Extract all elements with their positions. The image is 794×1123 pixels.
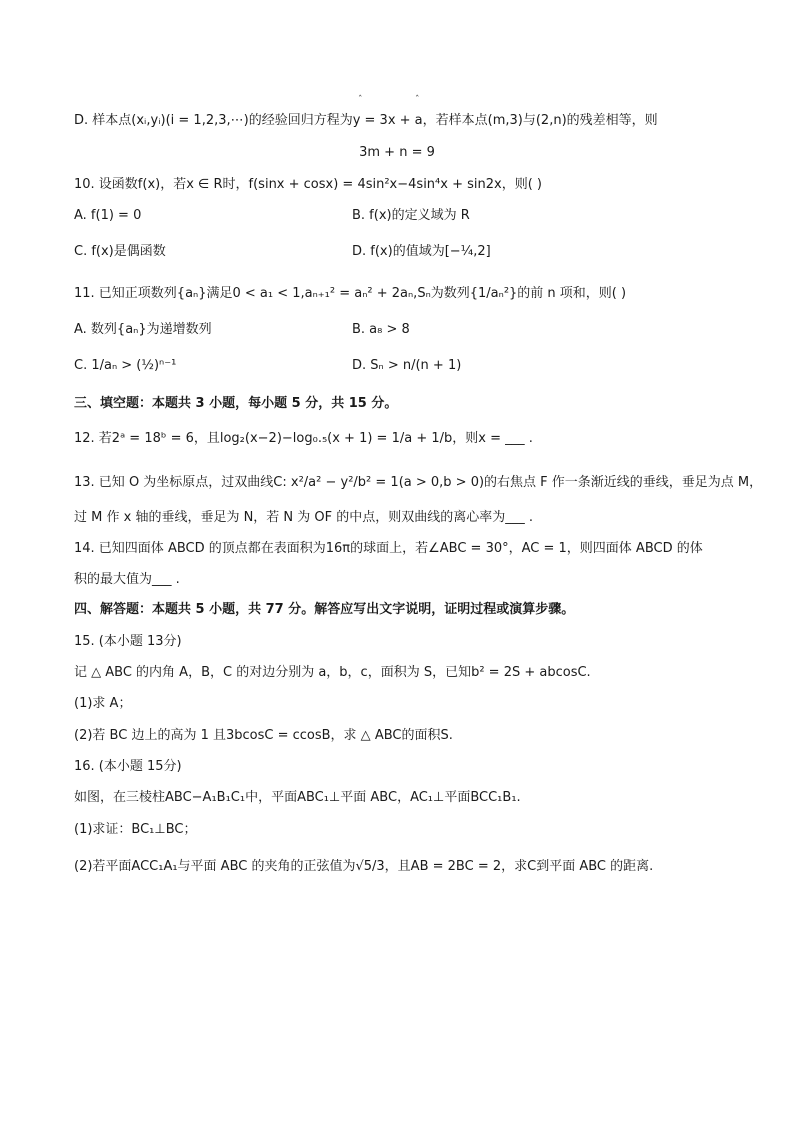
q15-stem: 记 △ ABC 的内角 A，B，C 的对边分别为 a，b，c，面积为 S，已知b² = 2S + abcosC. (74, 665, 591, 680)
q9-option-d-formula: 3m + n = 9 (359, 145, 435, 160)
q11-option-d: D. Sₙ > n/(n + 1) (352, 358, 462, 373)
q10-option-a: A. f(1) = 0 (74, 208, 142, 223)
q12: 12. 若2ᵃ = 18ᵇ = 6，且log₂(x−2)−log₀.₅(x + 1) = 1/a + 1/b，则x = ___ . (74, 431, 533, 446)
q16-part2: (2)若平面ACC₁A₁与平面 ABC 的夹角的正弦值为√5/3，且AB = 2BC = 2，求C到平面 ABC 的距离. (74, 859, 654, 874)
hat-mark: ˆ (415, 95, 420, 105)
q14-line1: 14. 已知四面体 ABCD 的顶点都在表面积为16π的球面上，若∠ABC = 30°，AC = 1，则四面体 ABCD 的体 (74, 541, 703, 556)
q15-heading: 15. (本小题 13分) (74, 634, 182, 649)
q16-stem: 如图，在三棱柱ABC−A₁B₁C₁中，平面ABC₁⊥平面 ABC，AC₁⊥平面BCC₁B₁. (74, 790, 521, 805)
q9-option-d: D. 样本点(xᵢ,yᵢ)(i = 1,2,3,⋯)的经验回归方程为y = 3x + a，若样本点(m,3)与(2,n)的残差相等，则 (74, 113, 658, 128)
section4-heading: 四、解答题：本题共 5 小题，共 77 分。解答应写出文字说明，证明过程或演算步骤。 (74, 602, 575, 617)
q14-line2: 积的最大值为___ . (74, 572, 180, 587)
q10-stem: 10. 设函数f(x)，若x ∈ R时，f(sinx + cosx) = 4sin²x−4sin⁴x + sin2x，则( ) (74, 177, 542, 192)
q10-option-c: C. f(x)是偶函数 (74, 244, 166, 259)
hat-mark: ˆ (358, 95, 363, 105)
q11-option-c: C. 1/aₙ > (½)ⁿ⁻¹ (74, 358, 177, 373)
q11-option-b: B. a₈ > 8 (352, 322, 410, 337)
q13-line2: 过 M 作 x 轴的垂线，垂足为 N，若 N 为 OF 的中点，则双曲线的离心率为___ . (74, 510, 534, 525)
q10-option-d: D. f(x)的值域为[−¼,2] (352, 244, 491, 259)
q11-stem: 11. 已知正项数列{aₙ}满足0 < a₁ < 1,aₙ₊₁² = aₙ² + 2aₙ,Sₙ为数列{1/aₙ²}的前 n 项和，则( ) (74, 286, 627, 301)
section3-heading: 三、填空题：本题共 3 小题，每小题 5 分，共 15 分。 (74, 396, 398, 411)
q16-heading: 16. (本小题 15分) (74, 759, 182, 774)
q13-line1: 13. 已知 O 为坐标原点，过双曲线C: x²/a² − y²/b² = 1(a > 0,b > 0)的右焦点 F 作一条渐近线的垂线，垂足为点 M， (74, 475, 763, 490)
q15-part2: (2)若 BC 边上的高为 1 且3bcosC = ccosB，求 △ ABC的面积S. (74, 728, 453, 743)
q11-option-a: A. 数列{aₙ}为递增数列 (74, 322, 212, 337)
q10-option-b: B. f(x)的定义域为 R (352, 208, 470, 223)
q15-part1: (1)求 A； (74, 696, 132, 711)
q16-part1: (1)求证：BC₁⊥BC； (74, 822, 197, 837)
regression-hat-marks (0, 96, 794, 104)
